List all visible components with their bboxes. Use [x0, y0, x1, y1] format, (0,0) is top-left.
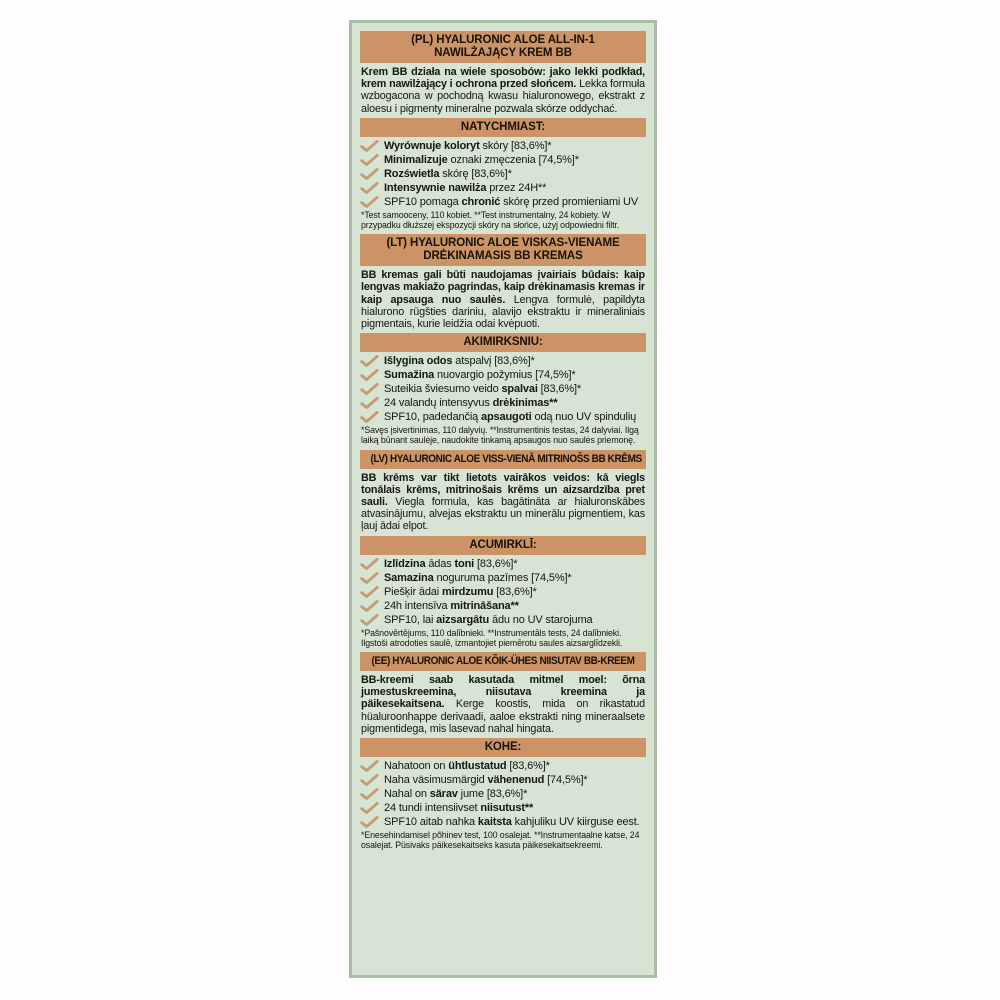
text-segment: odą nuo UV spindulių [531, 411, 637, 424]
benefit-item [360, 355, 646, 367]
benefit-list [360, 140, 646, 208]
benefit-text [384, 355, 535, 367]
benefit-text [384, 614, 592, 626]
section-header-line: DRĖKINAMASIS BB KREMAS [423, 250, 583, 263]
label-section [360, 31, 646, 230]
section-header [360, 450, 646, 469]
text-segment-bold: mitrināšana** [450, 599, 519, 612]
section-description [361, 674, 645, 735]
text-segment-bold: Išlygina odos [384, 355, 453, 368]
text-segment-bold: chronić [461, 195, 501, 208]
benefit-text [384, 774, 588, 786]
text-segment: Kerge koostis, mida on rikastatud hüaluroonhappe derivaadi, aaloe ekstrakti ning mineraalsete pigmentidega, mis lasevad nahal hingata. [361, 698, 645, 735]
benefit-text [384, 558, 517, 570]
benefit-item [360, 154, 646, 166]
benefit-item [360, 600, 646, 612]
checkmark-icon [360, 355, 380, 367]
benefit-text [384, 140, 551, 152]
text-segment: Suteikia šviesumo veido [384, 383, 502, 396]
benefit-item [360, 168, 646, 180]
benefit-item [360, 760, 646, 772]
text-segment: SPF10 aitab nahka [384, 816, 478, 829]
benefit-item [360, 397, 646, 409]
checkmark-icon [360, 760, 380, 772]
benefit-item [360, 802, 646, 814]
text-segment-bold: kaitsta [477, 816, 512, 829]
text-segment-bold: BB krēms var tikt lietots vairākos veidos: kā viegls tonālais krēms, mitrinošais krēms un aizsardzība pret sauli. [361, 471, 645, 509]
checkmark-icon [360, 168, 380, 180]
text-segment: ādas [425, 557, 455, 570]
benefit-text [384, 182, 546, 194]
benefit-text [384, 397, 557, 409]
text-segment: skórę przed promieniami UV [500, 195, 639, 208]
checkmark-icon [360, 816, 380, 828]
text-segment: atspalvį [83,6%]* [452, 355, 535, 368]
checkmark-icon [360, 558, 380, 570]
text-segment: skóry [83,6%]* [479, 139, 552, 152]
text-segment-bold: drėkinimas** [492, 397, 558, 410]
text-segment: [74,5%]* [544, 774, 588, 787]
checkmark-icon [360, 196, 380, 208]
section-footnote: *Savęs įsivertinimas, 110 dalyvių. **Instrumentinis testas, 24 dalyviai. Ilgą laiką būnant saulėje, naudokite tinkamą apsaugos nuo saulės priemonę. [361, 425, 639, 446]
benefit-item [360, 816, 646, 828]
benefit-item [360, 558, 646, 570]
checkmark-icon [360, 397, 380, 409]
text-segment-bold: Minimalizuje [384, 153, 448, 166]
benefit-text [384, 572, 572, 584]
section-header-line: NAWILŻAJĄCY KREM BB [434, 47, 572, 59]
section-header-line: (LT) HYALURONIC ALOE VISKAS-VIENAME [386, 237, 620, 250]
text-segment-bold: Wyrównuje koloryt [384, 139, 480, 152]
text-segment: [83,6%]* [493, 585, 537, 598]
text-segment-bold: niisutust** [480, 802, 534, 815]
text-segment: Nahatoon on [384, 760, 449, 773]
text-segment: [83,6%]* [474, 557, 518, 570]
text-segment: [83,6%]* [537, 383, 582, 396]
benefit-text [384, 196, 638, 208]
text-segment: skórę [83,6%]* [439, 167, 512, 180]
text-segment-bold: mirdzumu [441, 585, 494, 598]
section-header [360, 31, 646, 63]
text-segment: Piešķir ādai [384, 585, 442, 598]
section-description [361, 472, 645, 533]
text-segment: ādu no UV starojuma [489, 613, 593, 626]
benefit-text [384, 154, 579, 166]
text-segment: [83,6%]* [506, 760, 550, 773]
text-segment-bold: aizsargātu [436, 613, 490, 626]
benefit-text [384, 600, 519, 612]
text-segment: Naha väsimusmärgid [384, 774, 488, 787]
benefits-header: ACUMIRKLĪ: [360, 536, 646, 555]
text-segment: Viegla formula, kas bagātināta ar hialuronskābes atvasinājumu, alvejas ekstraktu un minerālu pigmentiem, kas ļauj ādai elpot. [361, 496, 645, 533]
text-segment-bold: särav [429, 788, 458, 801]
label-section [360, 652, 646, 850]
section-description [361, 269, 645, 330]
checkmark-icon [360, 369, 380, 381]
benefits-header: AKIMIRKSNIU: [360, 333, 646, 352]
benefit-item [360, 586, 646, 598]
section-footnote: *Pašnovērtējums, 110 dalībnieki. **Instrumentāls tests, 24 dalībnieki. Ilgstoši atrodoties saulē, izmantojiet piemērotu saules aizsarglīdzekli. [361, 627, 623, 648]
text-segment-bold: ühtlustatud [448, 760, 507, 773]
benefit-list [360, 355, 646, 423]
benefits-header: KOHE: [360, 738, 646, 757]
label-panel [349, 20, 657, 978]
benefit-item [360, 140, 646, 152]
benefit-text [384, 816, 640, 828]
section-footnote: *Test samooceny, 110 kobiet. **Test instrumentalny, 24 kobiety. W przypadku dłuższej ekspozycji skóry na słońce, użyj odpowiedni filtr. [361, 209, 620, 231]
text-segment: przez 24H** [486, 181, 547, 194]
benefit-text [384, 802, 533, 814]
text-segment: SPF10 pomaga [384, 195, 462, 208]
benefit-item [360, 182, 646, 194]
checkmark-icon [360, 383, 380, 395]
section-description [361, 66, 645, 115]
text-segment: SPF10, padedančią [384, 411, 481, 424]
text-segment: nuovargio požymius [74,5%]* [434, 369, 576, 382]
text-segment: 24 valandų intensyvus [384, 397, 493, 410]
text-segment: SPF10, lai [384, 613, 437, 626]
benefit-text [384, 383, 581, 395]
benefit-item [360, 614, 646, 626]
checkmark-icon [360, 182, 380, 194]
text-segment: 24 tundi intensiivset [384, 802, 481, 815]
benefit-text [384, 411, 636, 423]
text-segment: oznaki zmęczenia [74,5%]* [447, 153, 579, 166]
section-header-line: (PL) HYALURONIC ALOE ALL-IN-1 [411, 34, 595, 46]
text-segment-bold: Samazina [384, 571, 434, 584]
checkmark-icon [360, 788, 380, 800]
text-segment-bold: Izlīdzina [384, 557, 426, 570]
benefit-item [360, 196, 646, 208]
section-header-line: (EE) HYALURONIC ALOE KÕIK-ÜHES NIISUTAV BB-KREEM [371, 655, 635, 668]
checkmark-icon [360, 614, 380, 626]
label-section [360, 450, 646, 648]
text-segment: Nahal on [384, 788, 430, 801]
checkmark-icon [360, 572, 380, 584]
benefit-item [360, 383, 646, 395]
benefit-item [360, 369, 646, 381]
checkmark-icon [360, 600, 380, 612]
benefit-item [360, 411, 646, 423]
checkmark-icon [360, 802, 380, 814]
text-segment-bold: Krem BB działa na wiele sposobów: jako lekki podkład, krem nawilżający i ochrona przed słońcem. [361, 66, 645, 91]
section-header [360, 652, 646, 671]
benefit-text [384, 168, 512, 180]
text-segment-bold: BB-kreemi saab kasutada mitmel moel: õrna jumestuskreemina, niisutava kreemina ja päikesekaitsena. [361, 674, 645, 711]
text-segment: Lengva formulė, papildyta hialurono rūgšties dariniu, alavijo ekstraktu ir mineraliniais pigmentais, kurie leidžia odai kvėpuoti. [361, 293, 645, 331]
text-segment-bold: spalvai [501, 383, 538, 396]
checkmark-icon [360, 154, 380, 166]
checkmark-icon [360, 586, 380, 598]
text-segment-bold: Sumažina [384, 369, 435, 382]
text-segment: kahjuliku UV kiirguse eest. [511, 816, 640, 829]
text-segment-bold: Intensywnie nawilża [384, 181, 487, 194]
section-header-line: (LV) HYALURONIC ALOE VISS-VIENĀ MITRINOŠS BB KRĒMS [370, 452, 642, 465]
checkmark-icon [360, 411, 380, 423]
section-header [360, 234, 646, 266]
text-segment-bold: apsaugoti [480, 411, 532, 424]
benefit-text [384, 788, 527, 800]
text-segment: 24h intensīva [384, 599, 451, 612]
checkmark-icon [360, 140, 380, 152]
checkmark-icon [360, 774, 380, 786]
benefit-item [360, 572, 646, 584]
text-segment: Lekka formuła wzbogacona w pochodną kwasu hialuronowego, ekstrakt z aloesu i pigmenty mineralne pozwala skórze oddychać. [361, 78, 645, 115]
benefits-header: NATYCHMIAST: [360, 118, 646, 137]
text-segment: jume [83,6%]* [457, 788, 528, 801]
benefit-text [384, 586, 537, 598]
text-segment-bold: toni [454, 557, 475, 570]
label-section [360, 234, 646, 445]
benefit-item [360, 774, 646, 786]
benefit-item [360, 788, 646, 800]
text-segment: noguruma pazīmes [74,5%]* [433, 571, 572, 584]
benefit-list [360, 760, 646, 828]
text-segment-bold: Rozświetla [384, 167, 440, 180]
text-segment-bold: vähenenud [487, 774, 545, 787]
section-footnote: *Enesehindamisel põhinev test, 100 osalejat. **Instrumentaalne katse, 24 osalejat. Püsivaks päikesekaitseks kasuta päikesekaitsekreemi. [361, 830, 640, 851]
text-segment-bold: BB kremas gali būti naudojamas įvairiais būdais: kaip lengvas makiažo pagrindas, kaip drėkinamasis kremas ir kaip apsauga nuo saulės. [361, 269, 645, 306]
benefit-text [384, 760, 550, 772]
benefit-list [360, 558, 646, 626]
benefit-text [384, 369, 575, 381]
